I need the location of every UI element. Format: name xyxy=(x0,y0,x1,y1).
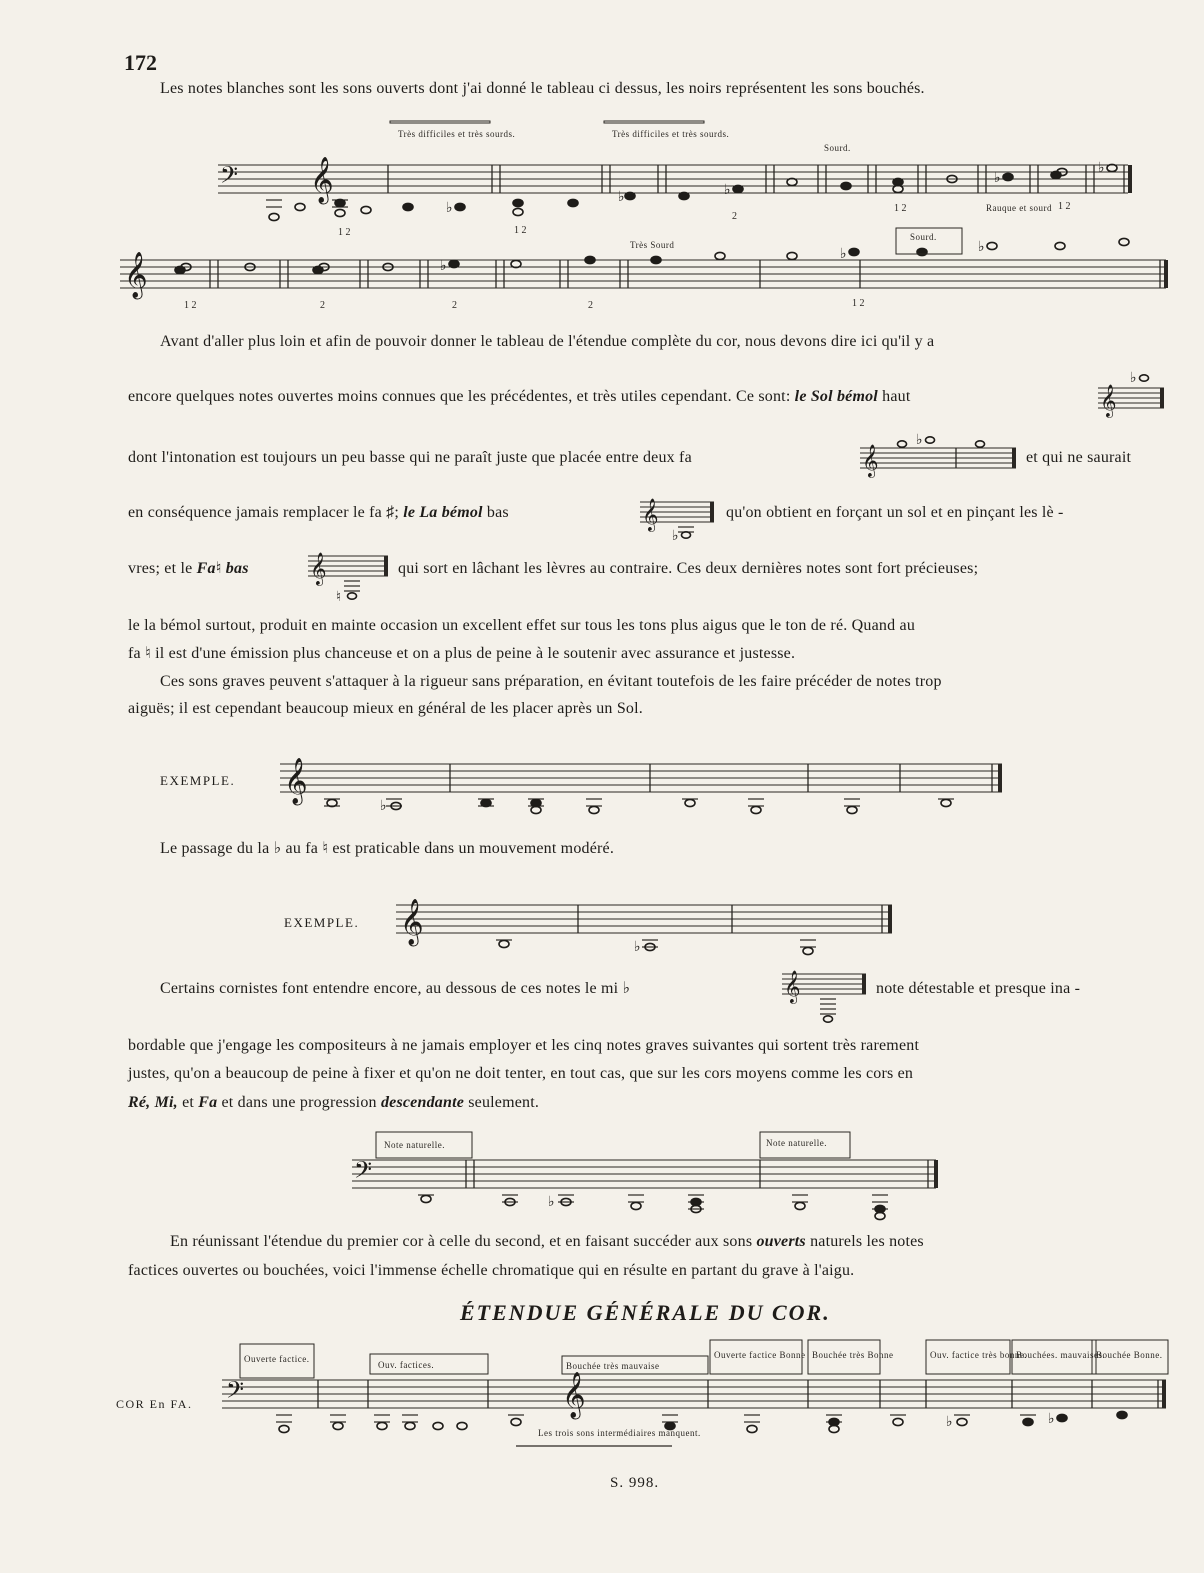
inline-staff-mi-bemol xyxy=(782,962,872,1034)
final-staff xyxy=(222,1336,1172,1466)
svg-text:♭: ♭ xyxy=(946,1414,953,1430)
annotation-sourd: Sourd. xyxy=(824,143,851,153)
inline-staff-fa-bas xyxy=(308,540,394,606)
bass-clef: 𝄢 xyxy=(220,161,239,194)
treble-clef: 𝄞 xyxy=(310,157,334,203)
para1-line3a: dont l'intonation est toujours un peu basse qui ne paraît juste que placée entre deux fa xyxy=(128,449,692,466)
para1-line7: fa ♮ il est d'une émission plus chanceuse et on a plus de peine à le soutenir avec assurance et justesse. xyxy=(128,645,796,662)
para1-line3b: et qui ne saurait xyxy=(1026,449,1132,466)
footer-plate-number: S. 998. xyxy=(610,1475,660,1491)
svg-text:♭: ♭ xyxy=(994,170,1001,186)
staff-1 xyxy=(218,115,1138,245)
svg-text:♭: ♭ xyxy=(618,189,625,205)
svg-text:𝄞: 𝄞 xyxy=(1100,384,1117,417)
para1-line1: Avant d'aller plus loin et afin de pouvoir donner le tableau de l'étendue complète du cor, nous devons dire ici qu'il y a xyxy=(160,333,935,350)
para3-line1b: note détestable et presque ina - xyxy=(876,980,1081,997)
treble-clef: 𝄞 xyxy=(124,252,148,298)
svg-text:♭: ♭ xyxy=(440,258,447,274)
svg-text:♭: ♭ xyxy=(724,182,731,198)
annotation-bouchee-tres-mauvaise: Bouchée très mauvaise xyxy=(566,1361,660,1371)
annotation-note-naturelle-1: Note naturelle. xyxy=(384,1140,445,1150)
svg-text:𝄞: 𝄞 xyxy=(284,758,308,804)
svg-text:♭: ♭ xyxy=(1048,1411,1055,1427)
example-label-2: EXEMPLE. xyxy=(284,915,360,930)
fingering-mark: 2 xyxy=(320,300,325,311)
para3-line3: justes, qu'on a beaucoup de peine à fixer et qu'on ne doit tenter, en tout cas, que sur les cors moyens comme les cors en xyxy=(128,1065,914,1082)
svg-text:♭: ♭ xyxy=(634,939,641,955)
para4-line2: factices ouvertes ou bouchées, voici l'immense échelle chromatique qui en résulte en partant du grave à l'aigu. xyxy=(128,1262,855,1279)
para3-line4: Ré, Mi, et Fa et dans une progression descendante seulement. xyxy=(128,1094,540,1111)
passage-line: Le passage du la ♭ au fa ♮ est praticable dans un mouvement modéré. xyxy=(160,840,615,857)
section-title: ÉTENDUE GÉNÉRALE DU COR. xyxy=(460,1300,831,1325)
annotation-tres-sourd: Très Sourd xyxy=(630,240,675,250)
svg-text:♭: ♭ xyxy=(548,1194,555,1210)
annotation-ouv-factices: Ouv. factices. xyxy=(378,1360,435,1370)
fingering-mark: 2 xyxy=(732,211,737,222)
inline-staff-fa-solb-fa xyxy=(860,432,1020,478)
annotation-bouchee-tres-bonne: Bouchée très Bonne xyxy=(812,1350,894,1360)
svg-text:𝄞: 𝄞 xyxy=(784,970,801,1003)
svg-text:𝄞: 𝄞 xyxy=(862,444,879,477)
para1-line5b: qui sort en lâchant les lèvres au contraire. Ces deux dernières notes sont fort précieuses; xyxy=(398,560,979,577)
svg-text:♭: ♭ xyxy=(1130,370,1137,386)
svg-text:♭: ♭ xyxy=(916,432,923,448)
svg-text:𝄞: 𝄞 xyxy=(310,552,327,585)
para3-line2: bordable que j'engage les compositeurs à ne jamais employer et les cinq notes graves suivantes qui sortent très rarement xyxy=(128,1037,920,1054)
fingering-mark: 2 xyxy=(452,300,457,311)
annotation-bouchees-mauvaises: Bouchées. mauvaises. xyxy=(1016,1350,1106,1360)
staff-2 xyxy=(120,228,1170,318)
svg-text:♭: ♭ xyxy=(380,798,387,814)
intro-line: Les notes blanches sont les sons ouverts dont j'ai donné le tableau ci dessus, les noirs représentent les sons bouchés. xyxy=(160,80,925,97)
annotation-rauque: Rauque et sourd xyxy=(986,203,1052,213)
svg-text:𝄢: 𝄢 xyxy=(226,1376,245,1409)
svg-text:𝄢: 𝄢 xyxy=(354,1156,373,1189)
example-staff-2 xyxy=(396,893,896,963)
annotation-note-naturelle-2: Note naturelle. xyxy=(766,1138,827,1148)
fingering-mark: 1 2 xyxy=(184,300,197,311)
final-staff-notes xyxy=(276,1411,1127,1433)
para2-line2: aiguës; il est cependant beaucoup mieux en général de les placer après un Sol. xyxy=(128,700,643,717)
para4-line1: En réunissant l'étendue du premier cor à celle du second, et en faisant succéder aux sons ouverts naturels les notes xyxy=(170,1233,924,1250)
example-staff-3 xyxy=(352,1130,942,1226)
para2-line1: Ces sons graves peuvent s'attaquer à la rigueur sans préparation, en évitant toutefois de les faire précéder de notes trop xyxy=(160,673,942,690)
svg-text:♭: ♭ xyxy=(446,200,453,216)
svg-text:♭: ♭ xyxy=(840,246,847,262)
staff-2-annotations xyxy=(184,228,962,311)
svg-text:♮: ♮ xyxy=(336,589,342,605)
svg-text:𝄞: 𝄞 xyxy=(562,1372,586,1418)
fingering-mark: 1 2 xyxy=(1058,201,1071,212)
svg-text:♭: ♭ xyxy=(978,239,985,255)
fingering-mark: 1 2 xyxy=(514,225,527,236)
annotation-sourd-2: Sourd. xyxy=(910,232,937,242)
staff-1-lines xyxy=(218,165,1128,193)
para1-line4c: qu'on obtient en forçant un sol et en pinçant les lè - xyxy=(726,504,1064,521)
annotation-ouverte-factice: Ouverte factice. xyxy=(244,1354,310,1364)
annotation-ouverte-factice-bonne: Ouverte factice Bonne xyxy=(714,1350,806,1360)
svg-text:𝄞: 𝄞 xyxy=(400,899,424,945)
svg-text:𝄞: 𝄞 xyxy=(642,498,659,531)
para1-line4a: en conséquence jamais remplacer le fa ♯; le La bémol bas xyxy=(128,504,509,521)
inline-staff-sol-bemol xyxy=(1098,370,1168,417)
annotation-ouv-factice-tres-bonne: Ouv. factice très bonne. xyxy=(930,1350,1028,1360)
para1-line2: encore quelques notes ouvertes moins connues que les précédentes, et très utiles cependant. Ce sont: le Sol bémol haut xyxy=(128,388,911,405)
para3-line1a: Certains cornistes font entendre encore, au dessous de ces notes le mi ♭ xyxy=(160,980,631,997)
annotation-tres-difficiles-1: Très difficiles et très sourds. xyxy=(398,129,516,139)
annotation-tres-difficiles-2: Très difficiles et très sourds. xyxy=(612,129,730,139)
svg-text:♭: ♭ xyxy=(672,528,679,544)
para1-line6: le la bémol surtout, produit en mainte occasion un excellent effet sur tous les tons plus aigus que le ton de ré. Quand au xyxy=(128,617,916,634)
page-number: 172 xyxy=(124,50,157,75)
example-staff-1 xyxy=(280,752,1006,822)
fingering-mark: 2 xyxy=(588,300,593,311)
fingering-mark: 1 2 xyxy=(852,298,865,309)
gap-note: Les trois sons intermédiaires manquent. xyxy=(538,1428,701,1438)
instrument-label: COR En FA. xyxy=(116,1397,193,1411)
para1-line5a: vres; et le Fa♮ bas xyxy=(128,560,249,577)
inline-staff-la-bemol xyxy=(640,488,720,544)
fingering-mark: 1 2 xyxy=(894,203,907,214)
staff-2-lines xyxy=(120,260,1166,288)
example-label-1: EXEMPLE. xyxy=(160,773,236,788)
fingering-mark: 1 2 xyxy=(338,227,351,238)
annotation-bouchee-bonne: Bouchée Bonne. xyxy=(1096,1350,1163,1360)
svg-text:♭: ♭ xyxy=(1098,160,1105,176)
